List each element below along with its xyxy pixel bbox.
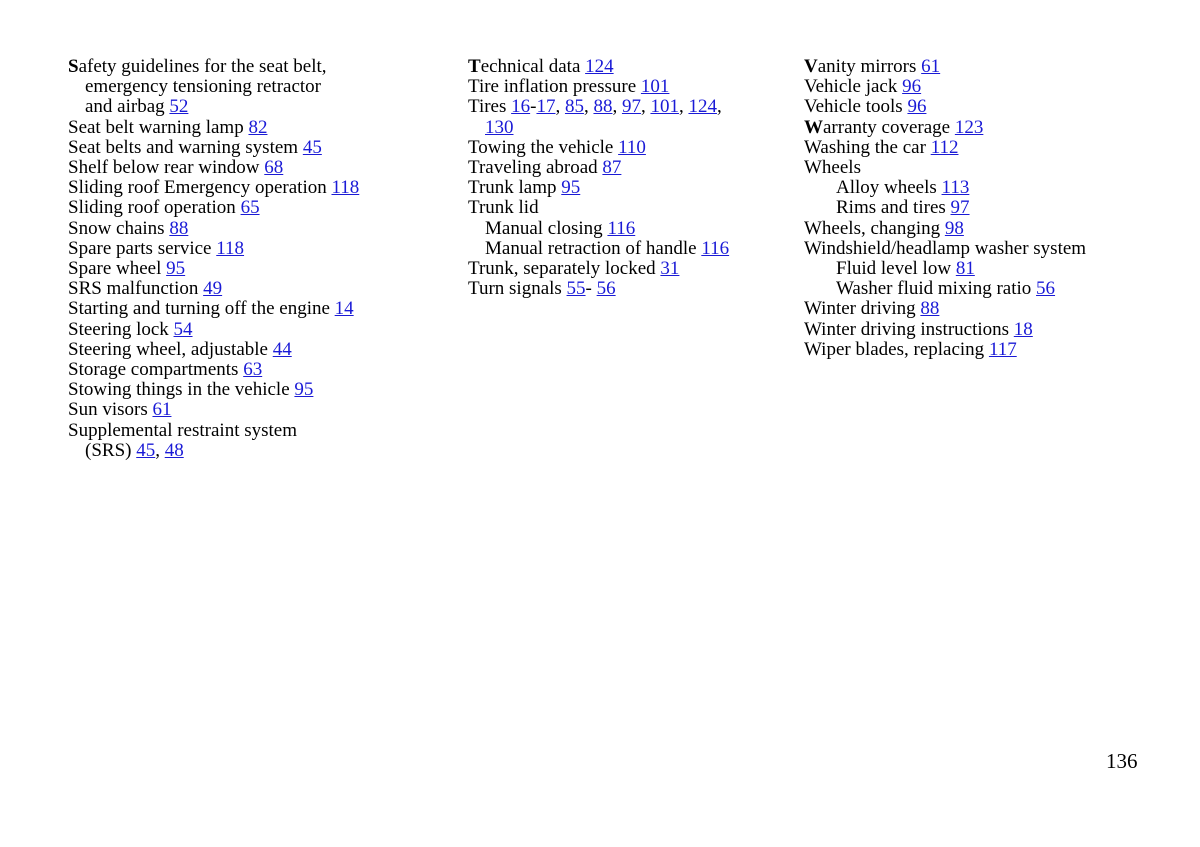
page-link[interactable]: 63	[243, 359, 263, 381]
index-entry	[804, 219, 1194, 239]
index-letter-lead: V	[804, 56, 818, 77]
index-term: Sliding roof Emergency operation	[68, 177, 332, 199]
index-entry	[468, 259, 798, 279]
page-link[interactable]: 87	[602, 157, 622, 179]
index-term: Storage compartments	[68, 359, 244, 381]
page-link[interactable]: 101	[650, 96, 679, 118]
index-entry	[468, 279, 798, 299]
index-term: Spare wheel	[68, 258, 167, 280]
index-column-v-w	[804, 57, 1194, 360]
index-entry	[68, 77, 458, 97]
index-term: echnical data	[480, 56, 586, 77]
page-link[interactable]: 54	[173, 318, 193, 340]
page-link[interactable]: 49	[203, 278, 223, 300]
index-entry	[804, 299, 1194, 319]
index-entry	[68, 299, 458, 319]
index-term: Manual retraction of handle	[485, 237, 702, 259]
index-entry	[68, 421, 458, 441]
index-term: Starting and turning off the engine	[68, 298, 335, 320]
index-entry	[68, 279, 458, 299]
index-entry	[468, 138, 798, 158]
index-term: Rims and tires	[836, 197, 951, 219]
index-letter-lead: W	[804, 116, 823, 138]
page-link[interactable]: 124	[688, 96, 717, 118]
index-term: afety guidelines for the seat belt,	[78, 56, 327, 77]
page-link[interactable]: 130	[485, 116, 514, 138]
index-term: Stowing things in the vehicle	[68, 379, 295, 401]
index-letter-lead: T	[468, 56, 481, 77]
page-link[interactable]: 44	[272, 338, 292, 360]
index-term: emergency tensioning retractor	[85, 76, 321, 98]
index-term: Turn signals	[468, 278, 567, 300]
index-term: Alloy wheels	[836, 177, 942, 199]
index-column-t	[468, 57, 798, 299]
index-term: Shelf below rear window	[68, 157, 265, 179]
page-link[interactable]: 117	[988, 338, 1017, 360]
ref-separator: ,	[640, 96, 651, 118]
index-entry	[68, 380, 458, 400]
index-term: Tires	[468, 96, 512, 118]
index-entry	[68, 57, 458, 77]
index-term: (SRS)	[85, 439, 137, 461]
index-term: Wiper blades, replacing	[804, 338, 989, 360]
page-link[interactable]: 124	[585, 56, 614, 77]
page-link[interactable]: 101	[640, 76, 670, 98]
page-link[interactable]: 116	[607, 217, 636, 239]
page-link[interactable]: 88	[920, 298, 940, 320]
page-link[interactable]: 14	[334, 298, 354, 320]
index-term: Vehicle tools	[804, 96, 908, 118]
index-term: Manual closing	[485, 217, 608, 239]
index-entry	[468, 77, 798, 97]
ref-separator: -	[585, 278, 597, 300]
index-term: Towing the vehicle	[468, 136, 619, 158]
page-link[interactable]: 81	[955, 258, 975, 280]
index-entry	[468, 158, 798, 178]
index-term: Spare parts service	[68, 237, 217, 259]
index-entry	[804, 178, 1194, 198]
page-link[interactable]: 112	[930, 136, 959, 158]
index-entry	[468, 57, 798, 77]
page-link[interactable]: 96	[902, 76, 922, 98]
index-term: Sliding roof operation	[68, 197, 241, 219]
index-term: Windshield/headlamp washer system	[804, 237, 1087, 259]
page-link[interactable]: 17	[536, 96, 556, 118]
page-link[interactable]: 16	[511, 96, 531, 118]
index-column-s	[68, 57, 458, 461]
index-entry	[68, 219, 458, 239]
index-entry	[68, 198, 458, 218]
page-link[interactable]: 97	[621, 96, 641, 118]
index-entry	[804, 118, 1194, 138]
page-link[interactable]: 68	[264, 157, 284, 179]
index-term: Steering lock	[68, 318, 174, 340]
index-term: Trunk lid	[468, 197, 539, 219]
page-link[interactable]: 85	[564, 96, 584, 118]
index-entry	[68, 400, 458, 420]
index-entry	[468, 118, 798, 138]
index-entry	[804, 138, 1194, 158]
index-entry	[68, 158, 458, 178]
index-term: SRS malfunction	[68, 278, 204, 300]
index-entry	[804, 97, 1194, 117]
page-link[interactable]: 55	[566, 278, 586, 300]
page-link[interactable]: 56	[1036, 278, 1056, 300]
index-term: Winter driving	[804, 298, 921, 320]
index-term: Fluid level low	[836, 258, 956, 280]
ref-separator: ,	[612, 96, 622, 118]
index-entry	[68, 340, 458, 360]
index-entry	[68, 118, 458, 138]
index-entry	[68, 320, 458, 340]
index-entry	[804, 259, 1194, 279]
page-link[interactable]: 110	[618, 136, 646, 158]
index-term: Winter driving instructions	[804, 318, 1014, 340]
ref-separator: ,	[716, 96, 722, 118]
page-link[interactable]: 56	[596, 278, 616, 300]
page-link[interactable]: 31	[660, 258, 680, 280]
index-entry	[468, 97, 798, 117]
ref-separator: ,	[583, 96, 594, 118]
ref-separator: ,	[678, 96, 689, 118]
index-term: arranty coverage	[823, 116, 955, 138]
index-entry	[68, 239, 458, 259]
index-entry	[68, 178, 458, 198]
index-term: Tire inflation pressure	[468, 76, 641, 98]
page-link[interactable]: 88	[593, 96, 613, 118]
index-entry	[804, 77, 1194, 97]
index-entry	[468, 178, 798, 198]
page-link[interactable]: 48	[164, 439, 184, 461]
page-link[interactable]: 45	[302, 136, 322, 158]
index-term: Seat belts and warning system	[68, 136, 303, 158]
page-link[interactable]: 123	[954, 116, 984, 138]
page-link[interactable]: 113	[941, 177, 970, 199]
page-link[interactable]: 97	[950, 197, 970, 219]
page-link[interactable]: 65	[240, 197, 260, 219]
index-letter-lead: S	[68, 56, 79, 77]
page-link[interactable]: 18	[1013, 318, 1033, 340]
index-term: Wheels	[804, 157, 861, 179]
ref-separator: -	[530, 96, 537, 118]
index-entry	[68, 97, 458, 117]
index-term: Traveling abroad	[468, 157, 603, 179]
index-entry	[68, 441, 458, 461]
index-term: anity mirrors	[817, 56, 922, 77]
index-entry	[468, 239, 798, 259]
page-link[interactable]: 88	[169, 217, 189, 239]
index-term: Seat belt warning lamp	[68, 116, 249, 138]
index-entry	[68, 360, 458, 380]
page-link[interactable]: 98	[944, 217, 964, 239]
index-term: Steering wheel, adjustable	[68, 338, 273, 360]
index-entry	[804, 57, 1194, 77]
index-entry	[804, 320, 1194, 340]
page-link[interactable]: 95	[166, 258, 186, 280]
index-term: Sun visors	[68, 399, 153, 421]
index-term: Washer fluid mixing ratio	[836, 278, 1037, 300]
page-link[interactable]: 52	[169, 96, 189, 118]
page-number: 136	[1106, 749, 1138, 773]
index-term: Wheels, changing	[804, 217, 945, 239]
page-link[interactable]: 82	[248, 116, 268, 138]
page-link[interactable]: 116	[701, 237, 730, 259]
index-entry	[468, 219, 798, 239]
index-term: Washing the car	[804, 136, 931, 158]
index-term: Supplemental restraint system	[68, 419, 298, 441]
page-link[interactable]: 61	[921, 56, 941, 77]
index-entry	[468, 198, 798, 218]
page-link[interactable]: 118	[216, 237, 245, 259]
index-entry	[68, 259, 458, 279]
page-link[interactable]: 118	[331, 177, 360, 199]
index-entry	[804, 158, 1194, 178]
page-link[interactable]: 45	[136, 439, 156, 461]
page-link[interactable]: 95	[294, 379, 314, 401]
ref-separator: ,	[555, 96, 565, 118]
page-link[interactable]: 96	[907, 96, 927, 118]
ref-separator: ,	[155, 439, 165, 461]
page-link[interactable]: 95	[561, 177, 581, 199]
index-term: Trunk, separately locked	[468, 258, 661, 280]
index-entry	[804, 198, 1194, 218]
index-entry	[68, 138, 458, 158]
index-entry	[804, 279, 1194, 299]
index-term: Snow chains	[68, 217, 170, 239]
page-link[interactable]: 61	[152, 399, 172, 421]
index-term: Trunk lamp	[468, 177, 562, 199]
index-entry	[804, 239, 1194, 259]
index-entry	[804, 340, 1194, 360]
index-term: Vehicle jack	[804, 76, 903, 98]
index-term: and airbag	[85, 96, 170, 118]
